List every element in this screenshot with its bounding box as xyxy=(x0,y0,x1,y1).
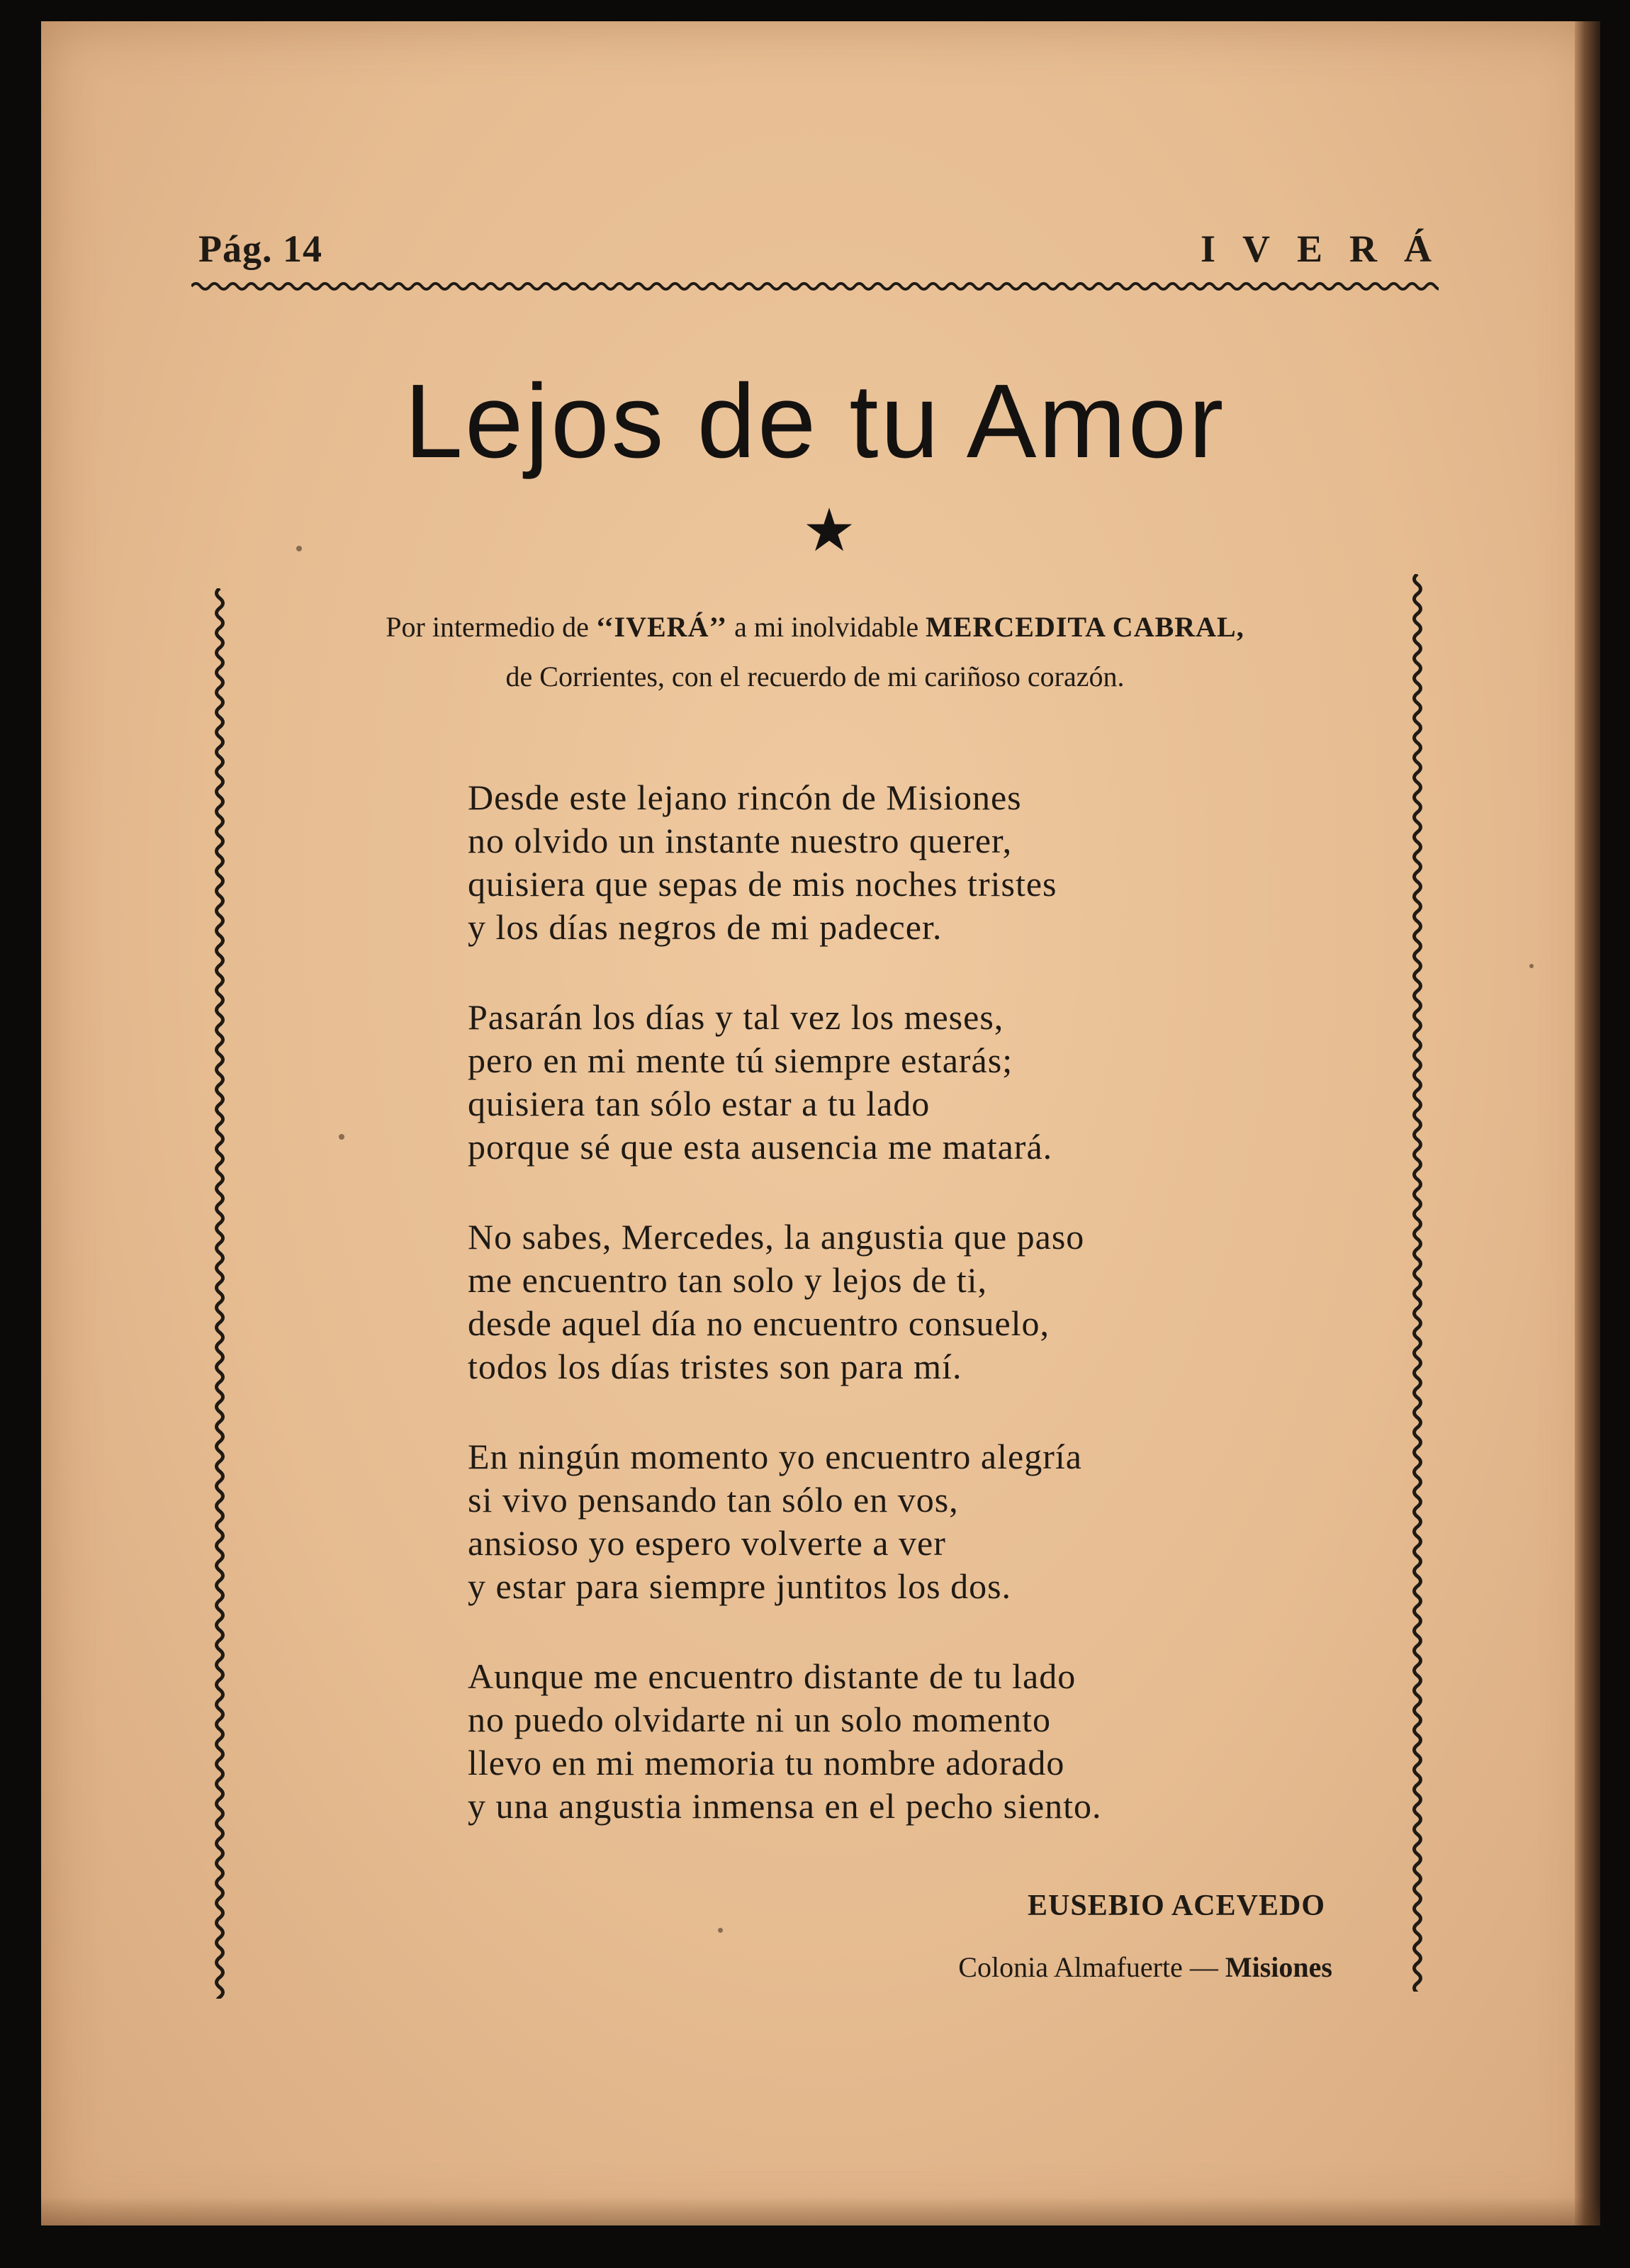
wavy-border-left xyxy=(206,588,234,1999)
poem-line: me encuentro tan solo y lejos de ti, xyxy=(468,1260,988,1300)
paper-speck xyxy=(718,1928,723,1933)
magazine-name: IVERÁ xyxy=(1200,228,1458,270)
poem-line: todos los días tristes son para mí. xyxy=(468,1347,962,1386)
poem-line: pero en mi mente tú siempre estarás; xyxy=(468,1040,1013,1080)
stanza xyxy=(468,1216,1389,1388)
paper-speck xyxy=(1529,964,1534,968)
dedication-line-2: de Corrientes, con el recuerdo de mi cariñoso corazón. xyxy=(505,661,1125,692)
poem-line: Desde este lejano rincón de Misiones xyxy=(468,777,1022,817)
stanza xyxy=(468,776,1389,949)
poem-body xyxy=(468,776,1389,1875)
poem-line: Aunque me encuentro distante de tu lado xyxy=(468,1656,1077,1696)
poem-line: no olvido un instante nuestro querer, xyxy=(468,821,1013,860)
page-number: Pág. 14 xyxy=(198,228,322,270)
poem-line: En ningún momento yo encuentro alegría xyxy=(468,1437,1082,1476)
poem-line: no puedo olvidarte ni un solo momento xyxy=(468,1700,1052,1739)
recipient-name: MERCEDITA CABRAL, xyxy=(926,611,1244,643)
poem-line: Pasarán los días y tal vez los meses, xyxy=(468,997,1004,1037)
poem-line: y una angustia inmensa en el pecho siento. xyxy=(468,1786,1102,1826)
poem-line: No sabes, Mercedes, la angustia que paso xyxy=(468,1217,1085,1257)
paper-speck xyxy=(339,1134,344,1140)
page-header xyxy=(198,213,1458,276)
stanza xyxy=(468,1435,1389,1608)
poem-line: porque sé que esta ausencia me matará. xyxy=(468,1127,1053,1167)
dedication-line-1: Por intermedio de ‘‘IVERÁ’’ a mi inolvidable MERCEDITA CABRAL, xyxy=(386,611,1244,643)
author-name: EUSEBIO ACEVEDO xyxy=(1028,1890,1325,1922)
dedication xyxy=(241,602,1389,702)
wavy-border-right xyxy=(1403,574,1432,1992)
poem-title: Lejos de tu Amor xyxy=(404,363,1226,480)
poem-line: y los días negros de mi padecer. xyxy=(468,907,943,947)
poem-line: si vivo pensando tan sólo en vos, xyxy=(468,1480,959,1520)
poem-line: y estar para siempre juntitos los dos. xyxy=(468,1566,1012,1606)
page-edge xyxy=(41,2197,1600,2225)
magazine-quoted: ‘‘IVERÁ’’ xyxy=(595,611,728,643)
stanza xyxy=(468,1655,1389,1828)
star-icon: ★ xyxy=(802,498,856,564)
poem-line: quisiera tan sólo estar a tu lado xyxy=(468,1084,931,1123)
paper-speck xyxy=(296,546,302,551)
poem-line: quisiera que sepas de mis noches tristes xyxy=(468,864,1057,904)
poem-line: llevo en mi memoria tu nombre adorado xyxy=(468,1743,1065,1783)
poem-line: desde aquel día no encuentro consuelo, xyxy=(468,1303,1050,1343)
region-name: Misiones xyxy=(1225,1951,1332,1983)
author-location: Colonia Almafuerte — Misiones xyxy=(958,1951,1332,1983)
book-spine xyxy=(1575,21,1600,2225)
wavy-header-rule xyxy=(191,276,1439,296)
poem-line: ansioso yo espero volverte a ver xyxy=(468,1523,946,1563)
stanza xyxy=(468,996,1389,1169)
